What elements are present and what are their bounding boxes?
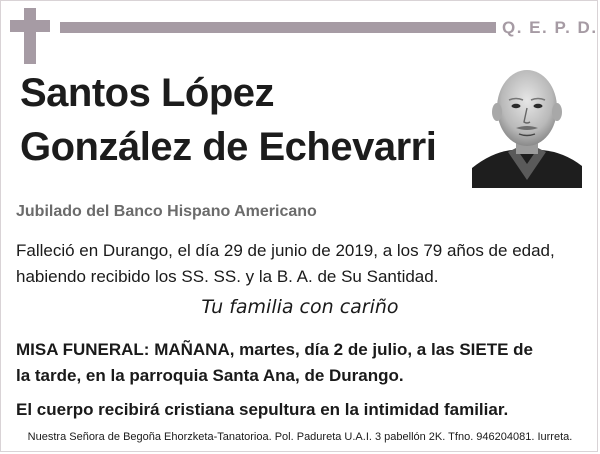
deceased-name-line2: González de Echevarri xyxy=(20,125,437,169)
burial-notice: El cuerpo recibirá cristiana sepultura en la intimidad familiar. xyxy=(16,400,509,419)
profession-text: Jubilado del Banco Hispano Americano xyxy=(16,203,317,220)
deceased-portrait-photo xyxy=(472,60,582,188)
qepd-label: Q. E. P. D. xyxy=(502,18,598,37)
header-divider-bar xyxy=(60,22,496,33)
funeral-home-footer: Nuestra Señora de Begoña Ehorzketa-Tanatorioa. Pol. Padureta U.A.I. 3 pabellón 2K. Tfno. 946204081. Iurreta. xyxy=(27,431,573,443)
death-notice xyxy=(16,238,596,290)
funeral-mass-line2: la tarde, en la parroquia Santa Ana, de Durango. xyxy=(16,366,404,385)
family-note: Tu familia con cariño xyxy=(201,296,399,318)
funeral-mass-notice xyxy=(16,337,596,389)
death-notice-line2: habiendo recibido los SS. SS. y la B. A. de Su Santidad. xyxy=(16,267,439,286)
deceased-name xyxy=(20,66,436,174)
deceased-name-line1: Santos López xyxy=(20,71,275,115)
funeral-mass-line1: MISA FUNERAL: MAÑANA, martes, día 2 de julio, a las SIETE de xyxy=(16,340,534,359)
death-notice-line1: Falleció en Durango, el día 29 de junio de 2019, a los 79 años de edad, xyxy=(16,241,555,260)
